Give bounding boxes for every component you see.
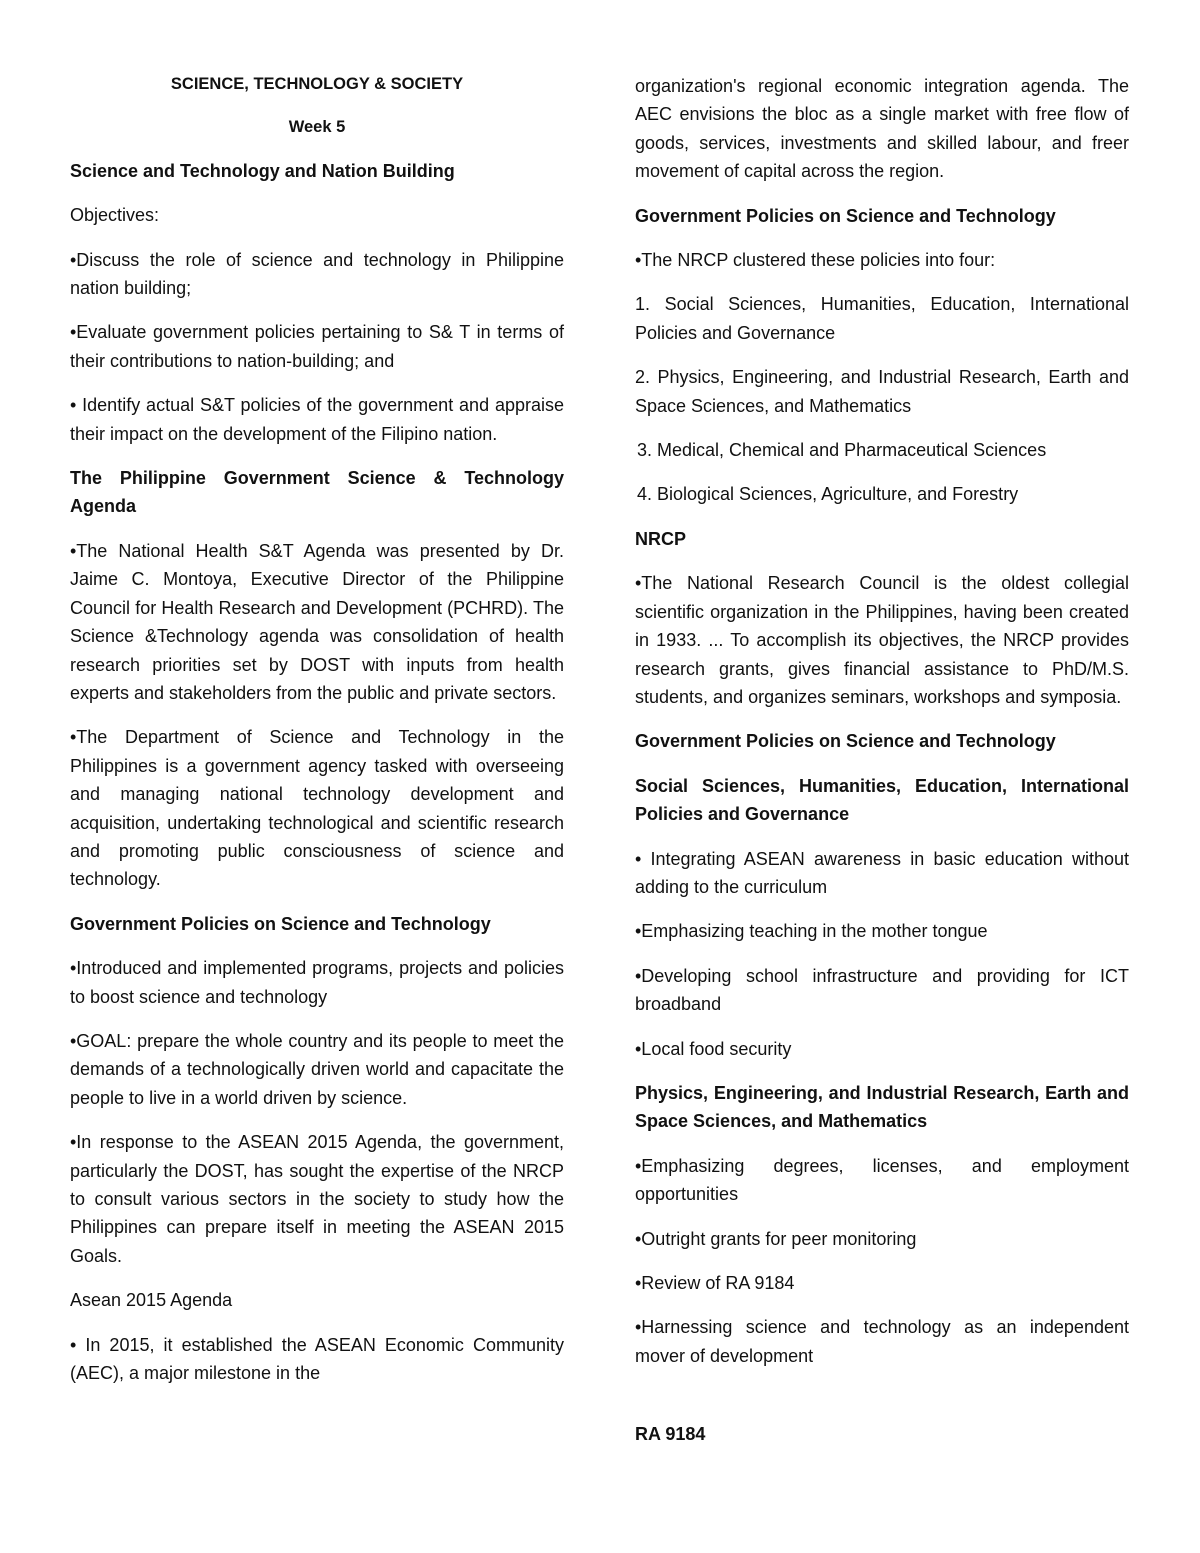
physics-item: •Emphasizing degrees, licenses, and employment opportunities xyxy=(635,1155,1129,1205)
objective-item: •Evaluate government policies pertaining to S& T in terms of their contributions to nation-building; and xyxy=(70,322,564,371)
cluster-item: 3. Medical, Chemical and Pharmaceutical Sciences xyxy=(637,440,1047,461)
policies-heading-right: Government Policies on Science and Technology xyxy=(635,205,1056,226)
cluster-item: 4. Biological Sciences, Agriculture, and Forestry xyxy=(637,484,1019,505)
asean-heading: Asean 2015 Agenda xyxy=(70,1290,233,1311)
nrcp-paragraph: •The National Research Council is the oldest collegial scientific organization in the Philippines, having been created in 1933. ... To accomplish its objectives, the NRCP provides research grants, gives financial assistance to PhD/M.S. students, and organizes seminars, workshops and symposia. xyxy=(635,573,1129,707)
week-label: Week 5 xyxy=(288,118,346,137)
social-item: •Developing school infrastructure and providing for ICT broadband xyxy=(635,965,1129,1015)
policies-paragraph: •Introduced and implemented programs, projects and policies to boost science and technology xyxy=(70,958,564,1007)
right-column xyxy=(635,72,1129,1465)
nrcp-heading: NRCP xyxy=(635,528,687,549)
cluster-item: 2. Physics, Engineering, and Industrial Research, Earth and Space Sciences, and Mathematics xyxy=(635,367,1129,416)
agenda-paragraph: •The National Health S&T Agenda was presented by Dr. Jaime C. Montoya, Executive Director of the Philippine Council for Health Research and Development (PCHRD). The Science &Technology agenda was consolidation of health research priorities set by DOST with inputs from health experts and stakeholders from the public and private sectors. xyxy=(70,540,564,703)
policies-heading-right-2: Government Policies on Science and Technology xyxy=(635,731,1056,752)
objectives-heading: Objectives: xyxy=(70,205,160,226)
social-sciences-heading: Social Sciences, Humanities, Education, International Policies and Governance xyxy=(635,775,1129,825)
physics-item: •Outright grants for peer monitoring xyxy=(635,1228,917,1249)
asean-continuation: organization's regional economic integration agenda. The AEC envisions the bloc as a single market with free flow of goods, services, investments and skilled labour, and freer movement of capital across the region. xyxy=(635,76,1129,182)
objective-item: •Discuss the role of science and technology in Philippine nation building; xyxy=(70,249,564,299)
objective-item: • Identify actual S&T policies of the government and appraise their impact on the development of the Filipino nation. xyxy=(70,395,564,444)
ra-heading: RA 9184 xyxy=(635,1424,706,1445)
policies-paragraph: •In response to the ASEAN 2015 Agenda, the government, particularly the DOST, has sought the expertise of the NRCP to consult various sectors in the society to study how the Philippines can prepare itself in meeting the ASEAN 2015 Goals. xyxy=(70,1132,564,1266)
social-item: •Local food security xyxy=(635,1038,792,1059)
social-item: • Integrating ASEAN awareness in basic education without adding to the curriculum xyxy=(635,848,1129,897)
agenda-paragraph: •The Department of Science and Technology in the Philippines is a government agency tasked with overseeing and managing national technology development and acquisition, undertaking technological and scientific research and promoting public consciousness of science and technology. xyxy=(70,727,564,890)
social-item: •Emphasizing teaching in the mother tongue xyxy=(635,921,988,942)
nrcp-cluster-intro: •The NRCP clustered these policies into four: xyxy=(635,250,996,271)
physics-item: •Review of RA 9184 xyxy=(635,1273,795,1293)
physics-item: •Harnessing science and technology as an independent mover of development xyxy=(635,1317,1129,1366)
asean-paragraph: • In 2015, it established the ASEAN Economic Community (AEC), a major milestone in the xyxy=(70,1334,564,1384)
physics-heading: Physics, Engineering, and Industrial Research, Earth and Space Sciences, and Mathematics xyxy=(635,1082,1129,1132)
document-title: SCIENCE, TECHNOLOGY & SOCIETY xyxy=(170,75,464,93)
left-column xyxy=(70,70,564,1403)
policies-paragraph: •GOAL: prepare the whole country and its people to meet the demands of a technologically driven world and capacitate the people to live in a world driven by science. xyxy=(70,1030,564,1108)
policies-heading: Government Policies on Science and Technology xyxy=(70,913,491,934)
cluster-item: 1. Social Sciences, Humanities, Education, International Policies and Governance xyxy=(635,294,1129,343)
agenda-heading: The Philippine Government Science & Technology Agenda xyxy=(70,468,564,517)
topic-heading: Science and Technology and Nation Building xyxy=(70,160,455,181)
